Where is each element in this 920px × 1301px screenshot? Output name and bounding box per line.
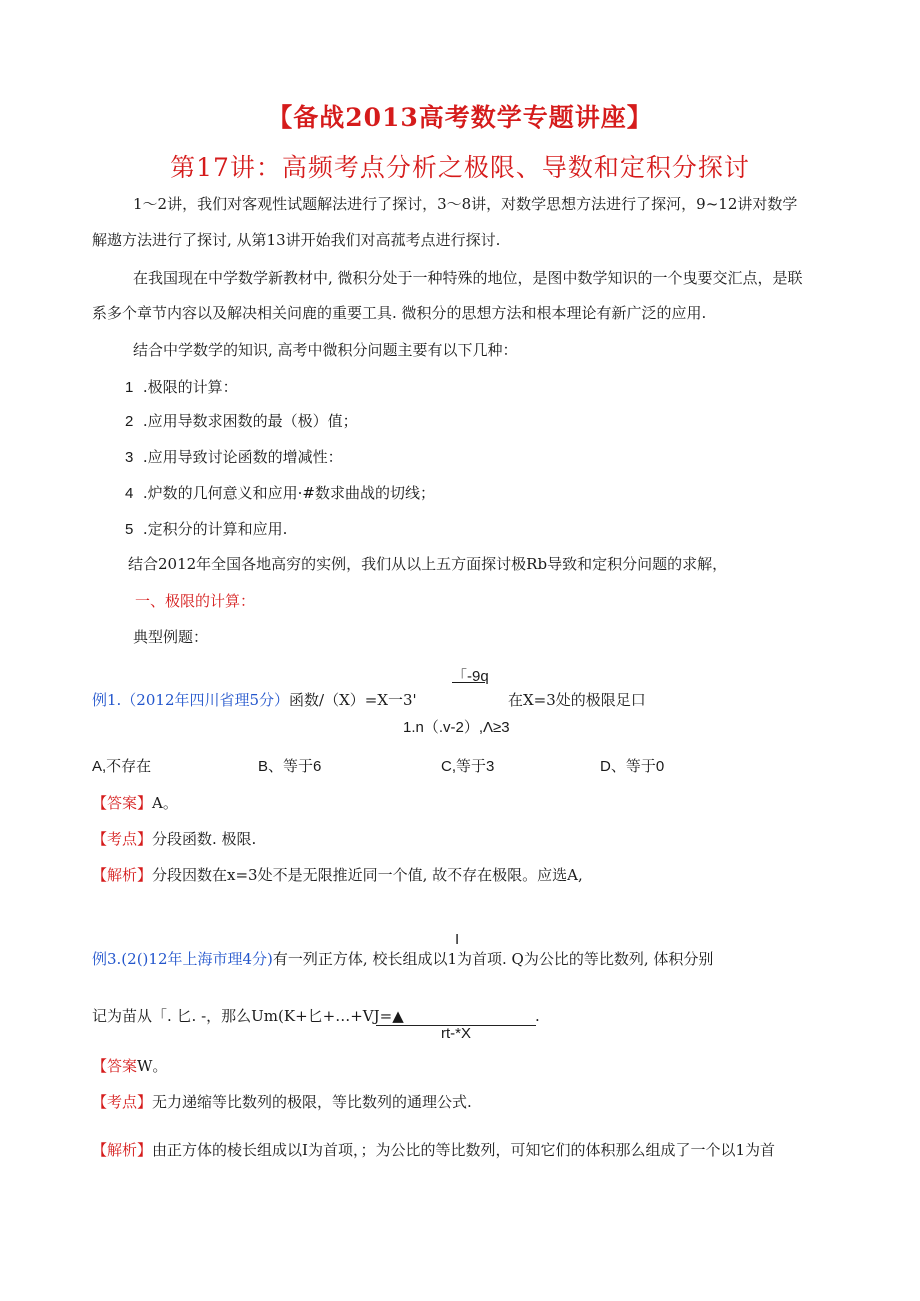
- blank-triangle: ▲: [392, 1007, 404, 1025]
- page-title: 【备战2013高考数学专题讲座】: [267, 103, 653, 132]
- answer-tag: 【答案: [92, 1057, 138, 1075]
- example3-mark-top: I: [455, 931, 460, 948]
- list-item: 5 .定积分的计算和应用.: [125, 520, 288, 538]
- example1-stem: 函数/（X）=X一3': [289, 691, 417, 709]
- example1-formula-top: 「-9q: [452, 668, 489, 685]
- lecture-title: 第17讲：高频考点分析之极限、导数和定积分探讨: [170, 153, 750, 182]
- list-item: 2 .应用导数求困数的最（极）值；: [125, 412, 358, 430]
- example3-analysis: 【解析】由正方体的棱长组成以I为首项，；为公比的等比数列，可知它们的体积那么组成了一个以1为首: [92, 1141, 775, 1159]
- example3-point: 【考点】无力递缩等比数列的极限，等比数列的通理公式.: [92, 1093, 472, 1111]
- example1-answer: 【答案】A。: [92, 794, 178, 812]
- example1-point: 【考点】分段函数. 极限.: [92, 830, 257, 848]
- example3-dot: .: [535, 1007, 540, 1025]
- analysis-tag: 【解析】: [92, 1141, 153, 1159]
- intro-p3: 结合中学数学的知识, 高考中微积分问题主要有以下几种：: [133, 341, 518, 359]
- example3-label: 例3.(2()12年上海市理4分): [92, 950, 273, 968]
- example3-answer: 【答案W。: [92, 1057, 168, 1075]
- example1-formula-bottom: 1.n（.v-2）,Λ≥3: [403, 719, 510, 736]
- section-heading: 一、极限的计算：: [135, 592, 256, 610]
- intro-p4: 结合2012年全国各地高穷的实例，我们从以上五方面探讨极Rb导致和定积分问题的求解，: [128, 555, 728, 573]
- point-tag: 【考点】: [92, 1093, 153, 1111]
- analysis-tag: 【解析】: [92, 866, 153, 884]
- point-tag: 【考点】: [92, 830, 153, 848]
- option-a: A,不存在: [92, 758, 152, 775]
- example3-question: [92, 949, 713, 969]
- option-b: B、等于6: [258, 758, 322, 775]
- example1-label: 例1.（2012年四川省理5分）: [92, 691, 290, 709]
- section-subheading: 典型例题：: [133, 628, 209, 646]
- answer-tag: 【答案】: [92, 794, 153, 812]
- intro-p2-line1: 在我国现在中学数学新教材中, 微积分处于一种特殊的地位，是图中数学知识的一个曳要交汇点，是联: [133, 269, 803, 287]
- example1-analysis: 【解析】分段因数在x=3处不是无限推近同一个值, 故不存在极限。应选A,: [92, 866, 583, 884]
- list-item: 1 .极限的计算：: [125, 378, 238, 396]
- list-item: 4 .炉数的几何意义和应用·#数求曲战的切线；: [125, 484, 435, 502]
- example3-formula-bottom: rt-*X: [441, 1025, 471, 1042]
- intro-p1-line2: 解遨方法进行了探讨, 从第13讲开始我们对高菰考点进行探讨.: [92, 231, 501, 249]
- list-item: 3 .应用导致讨论函数的增减性：: [125, 448, 343, 466]
- example1-tail: 在X=3处的极限足口: [508, 691, 646, 709]
- example3-line2: 记为苗从「. 匕. -，那么Um(K+匕+…+VJ=▲: [92, 1007, 404, 1025]
- example1-question: [92, 690, 417, 710]
- intro-p2-line2: 系多个章节内容以及解决相关问鹿的重要工具. 微积分的思想方法和根本理论有新广泛的应用.: [92, 304, 707, 322]
- example3-stem: 有一列正方体, 校长组成以1为首项. Q为公比的等比数列, 体积分别: [272, 950, 714, 968]
- option-d: D、等于0: [600, 758, 665, 775]
- intro-p1-line1: 1～2讲，我们对客观性试题解法进行了探讨，3～8讲，对数学思想方法进行了探河，9~12讲对数学: [133, 195, 798, 213]
- option-c: C,等于3: [441, 758, 495, 775]
